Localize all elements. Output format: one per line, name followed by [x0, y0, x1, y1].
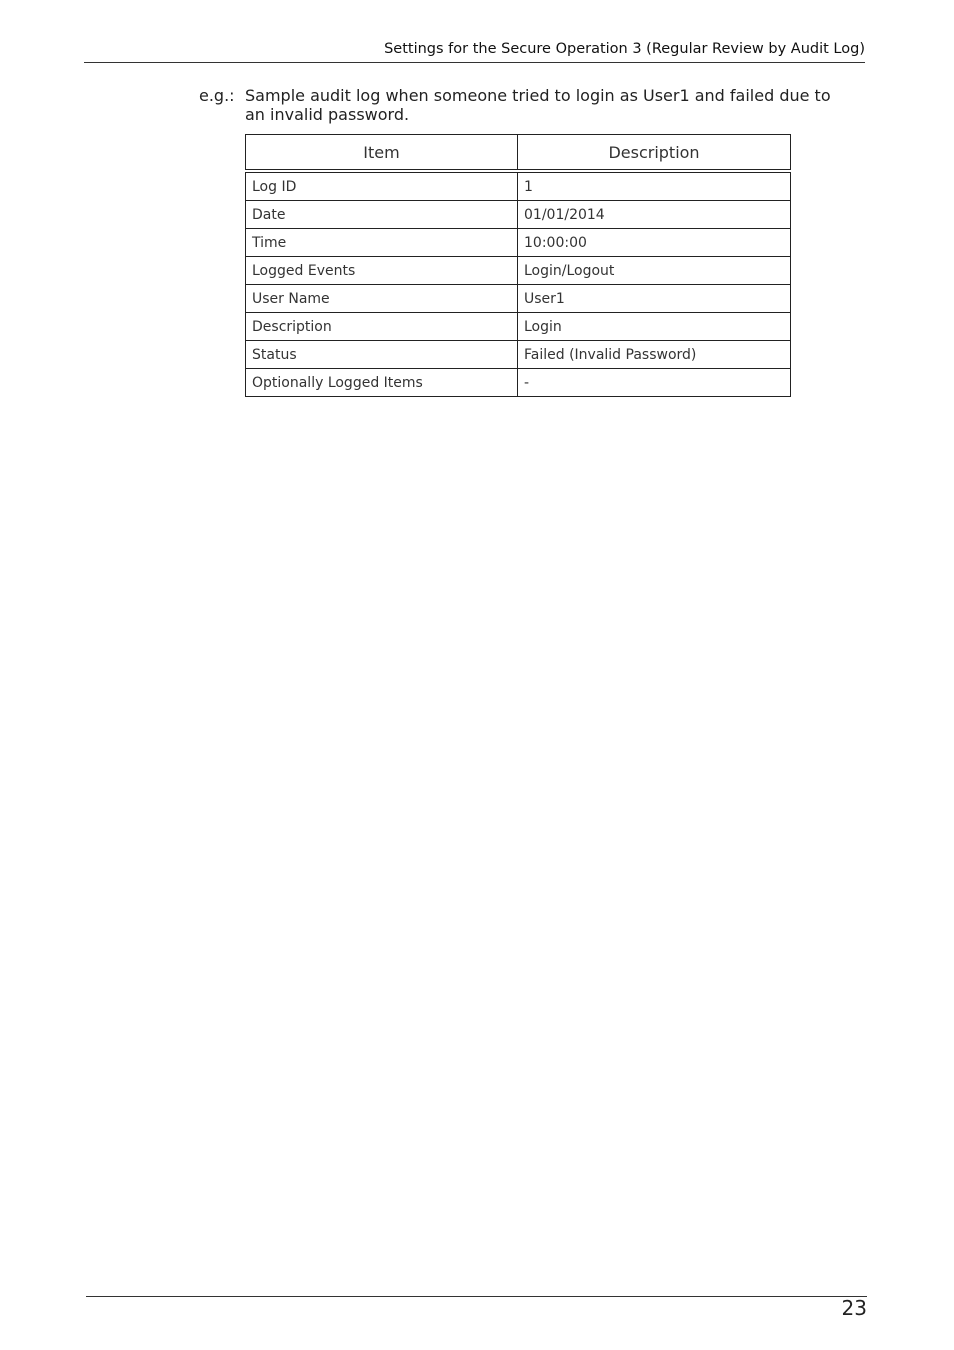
table-row — [246, 285, 791, 313]
table-row — [246, 171, 791, 201]
table-cell-item: Date — [246, 201, 518, 229]
page-number: 23 — [841, 1296, 867, 1320]
table-header-row — [246, 135, 791, 172]
table-cell-item: Description — [246, 313, 518, 341]
table-cell-item: Log ID — [246, 171, 518, 201]
table-cell-item: Logged Events — [246, 257, 518, 285]
table-cell-item: Status — [246, 341, 518, 369]
table-cell-item: Optionally Logged Items — [246, 369, 518, 397]
example-label: e.g.: — [199, 86, 235, 105]
example-text: Sample audit log when someone tried to login as User1 and failed due to an invalid password. — [245, 86, 831, 124]
table-cell-description: - — [518, 369, 791, 397]
table-cell-description: Login — [518, 313, 791, 341]
column-header-item: Item — [246, 135, 518, 172]
audit-log-table — [245, 134, 791, 397]
table-cell-description: Login/Logout — [518, 257, 791, 285]
table-cell-item: User Name — [246, 285, 518, 313]
table-row — [246, 313, 791, 341]
table-cell-description: User1 — [518, 285, 791, 313]
table-row — [246, 341, 791, 369]
running-header: Settings for the Secure Operation 3 (Regular Review by Audit Log) — [384, 41, 865, 57]
table-cell-description: Failed (Invalid Password) — [518, 341, 791, 369]
table-cell-description: 1 — [518, 171, 791, 201]
table-cell-description: 10:00:00 — [518, 229, 791, 257]
table-cell-description: 01/01/2014 — [518, 201, 791, 229]
table-cell-item: Time — [246, 229, 518, 257]
table-row — [246, 369, 791, 397]
table-row — [246, 201, 791, 229]
table-row — [246, 229, 791, 257]
header-rule — [84, 62, 865, 63]
footer-rule — [86, 1296, 867, 1297]
table-row — [246, 257, 791, 285]
column-header-description: Description — [518, 135, 791, 172]
